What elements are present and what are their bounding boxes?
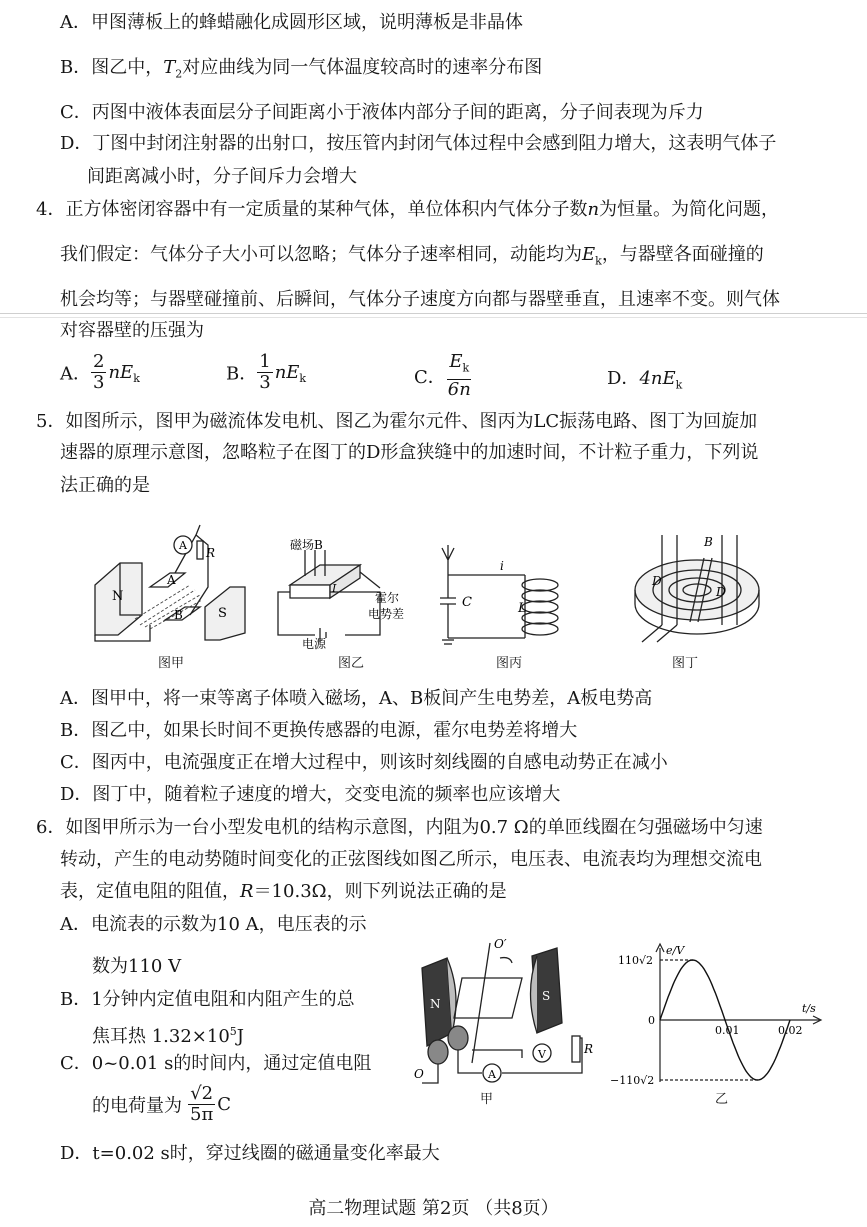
q4-option-a: A． $\frac{2}{3}$ $nE_k$ [60,351,140,393]
q6-option-b-line2: 焦耳热 $1.32\times 10^5J$ [92,1025,245,1047]
label-field-b: B [704,535,713,549]
q5-option-b: B．图乙中，如果长时间不更换传感器的电源，霍尔电势差将增大 [60,720,578,741]
figure-hall-element [270,540,410,650]
label-capacitor-c: C [462,595,472,610]
q4-option-d: D．$4nE_k$ [607,368,683,392]
q4-stem-line3: 机会均等；与器壁碰撞前、后瞬间，气体分子速度方向都与器壁垂直，且速率不变。则气体 [60,289,780,310]
label-hall-voltage: 电势差 [368,607,405,621]
y-tick-zero: 0 [648,1014,655,1027]
figure-lc-circuit [440,540,580,650]
q3-option-c: C．丙图中液体表面层分子间距离小于液体内部分子间的距离，分子间表现为斥力 [60,102,704,123]
q4-stem-line4: 对容器壁的压强为 [60,320,204,341]
q6-option-c-line1: C．0~0.01 s的时间内，通过定值电阻 [60,1053,372,1074]
q5-option-c: C．图丙中，电流强度正在增大过程中，则该时刻线圈的自感电动势正在减小 [60,752,668,773]
q4-stem-line2: 我们假定：气体分子大小可以忽略；气体分子速率相同，动能均为$E_k$，与器壁各面碰撞的 [60,244,764,268]
label-axis-o-prime: O′ [494,937,507,951]
figure-generator [412,938,592,1088]
y-tick-max: 110√2 [618,954,654,967]
label-n-pole: N [112,589,124,604]
q5-option-a: A．图甲中，将一束等离子体喷入磁场，A、B板间产生电势差，A板电势高 [60,688,653,709]
label-plate-b: B [174,608,183,622]
caption-fig-yi: 图乙 [338,656,365,671]
label-voltmeter: V [538,1048,546,1061]
x-tick-0.01: 0.01 [715,1024,740,1037]
q3-option-a: A．甲图薄板上的蜂蜡融化成圆形区域，说明薄板是非晶体 [60,12,523,33]
label-s-pole: S [542,989,551,1003]
q4-option-c: C． $\frac{E_k}{6n}$ [414,351,471,400]
q6-stem-line2: 转动，产生的电动势随时间变化的正弦图线如图乙所示，电压表、电流表均为理想交流电 [60,849,762,870]
label-d2: D [716,585,726,599]
y-axis-label: e/V [666,944,685,957]
caption-fig-yi: 乙 [715,1092,729,1107]
label-current-i: i [500,559,504,573]
q6-stem-line1: 6．如图甲所示为一台小型发电机的结构示意图，内阻为0.7 Ω的单匝线圈在匀强磁场中匀速 [36,817,763,838]
figure-mhd-generator [90,515,250,645]
figure-cyclotron [622,530,772,650]
q6-option-a-line2: 数为110 V [92,956,182,977]
page-footer: 高二物理试题 第2页 （共8页） [308,1198,559,1219]
label-resistor-r: R [206,546,216,560]
label-axis-o: O [414,1067,424,1081]
label-power: 电源 [302,637,327,651]
q5-stem-line2: 速器的原理示意图，忽略粒子在图丁的D形盒狭缝中的加速时间，不计粒子重力，下列说 [60,442,759,463]
q6-option-a-line1: A．电流表的示数为10 A，电压表的示 [60,914,367,935]
q3-option-d-line1: D．丁图中封闭注射器的出射口，按压管内封闭气体过程中会感到阻力增大，这表明气体子 [60,133,777,154]
caption-fig-jia: 图甲 [158,656,185,671]
caption-fig-ding: 图丁 [672,656,699,671]
q5-option-d: D．图丁中，随着粒子速度的增大，交变电流的频率也应该增大 [60,784,561,805]
label-plate-a: A [167,573,176,587]
x-axis-label: t/s [802,1002,816,1015]
label-d1: D [652,574,662,588]
q4-stem-line1: 4．正方体密闭容器中有一定质量的某种气体，单位体积内气体分子数n为恒量。为简化问题， [36,199,780,220]
label-s-pole: S [218,606,227,621]
y-tick-min: −110√2 [610,1074,655,1087]
figure-emf-chart [598,942,828,1087]
label-current-i: I [332,582,337,595]
label-field-b: 磁场B [290,538,323,552]
label-n-pole: N [430,997,441,1011]
x-tick-0.02: 0.02 [778,1024,803,1037]
scan-artifact-line [0,313,867,314]
q5-stem-line3: 法正确的是 [60,475,150,496]
label-inductor-l: L [518,601,527,616]
q6-option-d: D．t=0.02 s时，穿过线圈的磁通量变化率最大 [60,1143,440,1164]
caption-fig-bing: 图丙 [496,656,523,671]
q6-option-c-line2: 的电荷量为 $\frac{√2}{5\pi}$ C [92,1083,232,1125]
q3-option-b: B．图乙中，$T_2$对应曲线为同一气体温度较高时的速率分布图 [60,57,543,81]
label-ammeter: A [179,539,187,552]
label-hall: 霍尔 [375,591,400,605]
q6-stem-line3: 表，定值电阻的阻值，R＝10.3Ω，则下列说法正确的是 [60,881,507,902]
label-resistor-r: R [584,1042,594,1056]
q6-option-b-line1: B．1分钟内定值电阻和内阻产生的总 [60,989,355,1010]
q4-option-b: B． $\frac{1}{3}$ $nE_k$ [226,351,307,393]
q3-option-d-line2: 间距离减小时，分子间斥力会增大 [87,166,357,187]
q5-stem-line1: 5．如图所示，图甲为磁流体发电机、图乙为霍尔元件、图丙为LC振荡电路、图丁为回旋加 [36,411,758,432]
caption-fig-jia: 甲 [480,1092,494,1107]
label-ammeter: A [488,1068,496,1081]
